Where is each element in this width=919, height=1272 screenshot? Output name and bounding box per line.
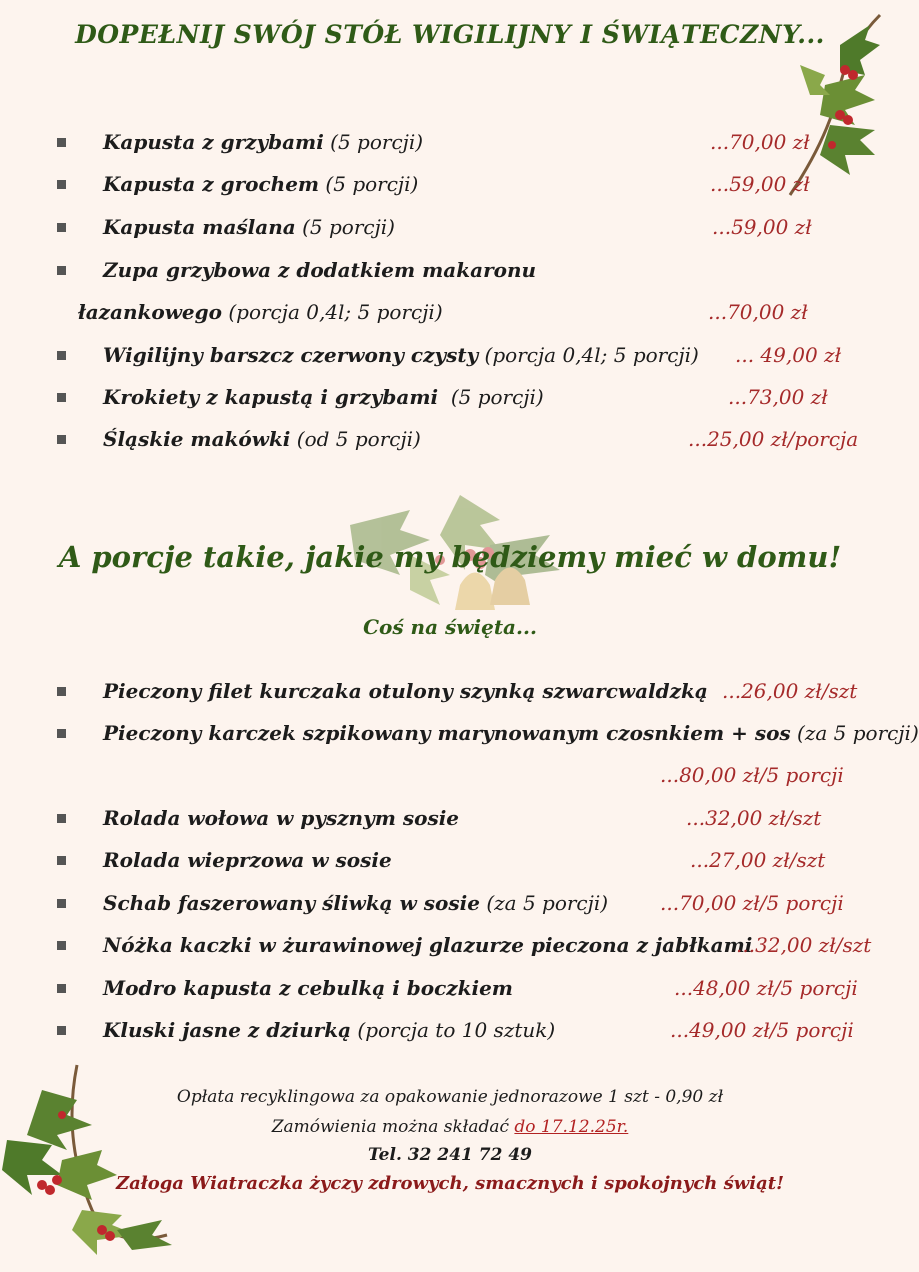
item-note: (porcja 0,4l; 5 porcji) (221, 300, 443, 324)
item-price: ...26,00 zł/szt (722, 679, 858, 703)
item-name: Kapusta z grzybami (103, 130, 324, 154)
item-price: ...32,00 zł/szt (736, 933, 872, 957)
menu-item (0, 340, 900, 370)
bullet-icon (57, 435, 66, 444)
bullet-icon (57, 729, 66, 738)
item-name: Modro kapusta z cebulką i boczkiem (103, 976, 513, 1000)
menu-item (0, 973, 900, 1003)
item-name: Śląskie makówki (103, 427, 291, 451)
item-name: Kapusta maślana (103, 215, 296, 239)
bullet-icon (57, 266, 66, 275)
item-note: (5 porcji) (295, 215, 395, 239)
bullet-icon (57, 899, 66, 908)
orders-deadline-date: do 17.12.25r. (514, 1117, 629, 1137)
item-note: (5 porcji) (319, 172, 419, 196)
item-price: ...49,00 zł/5 porcji (670, 1018, 854, 1042)
item-price: ...59,00 zł (710, 172, 810, 196)
bullet-icon (57, 814, 66, 823)
bullet-icon (57, 223, 66, 232)
menu-item-continuation (0, 297, 900, 327)
phone-number: Tel. 32 241 72 49 (367, 1145, 533, 1165)
orders-deadline-note (0, 1117, 900, 1137)
item-price: ... 49,00 zł (735, 343, 842, 367)
menu-item (0, 718, 919, 748)
bullet-icon (57, 856, 66, 865)
item-name: Kapusta z grochem (103, 172, 320, 196)
menu-item (0, 803, 900, 833)
item-name: Schab faszerowany śliwką w sosie (103, 891, 480, 915)
item-price: ...27,00 zł/szt (690, 848, 826, 872)
menu-item (0, 212, 900, 242)
item-note: (5 porcji) (323, 130, 424, 154)
section-subheading: Coś na święta... (363, 615, 537, 639)
item-note: (za 5 porcji) (479, 891, 609, 915)
bullet-icon (57, 1026, 66, 1035)
holiday-wishes: Załoga Wiatraczka życzy zdrowych, smacznych i spokojnych świąt! (115, 1173, 785, 1194)
menu-item (0, 888, 900, 918)
menu-item-continuation (0, 760, 900, 790)
item-price: ...70,00 zł/5 porcji (660, 891, 844, 915)
item-name: łazankowego (78, 300, 222, 324)
menu-item (0, 382, 900, 412)
item-note: (porcja to 10 sztuk) (351, 1018, 556, 1042)
bullet-icon (57, 180, 66, 189)
bullet-icon (57, 351, 66, 360)
item-price: ...70,00 zł (710, 130, 810, 154)
item-price: ...73,00 zł (728, 385, 828, 409)
orders-text: Zamówienia można składać (271, 1117, 515, 1137)
menu-item (0, 845, 900, 875)
item-note: (5 porcji) (438, 385, 544, 409)
item-price: ...32,00 zł/szt (686, 806, 822, 830)
item-name: Zupa grzybowa z dodatkiem makaronu (103, 258, 537, 282)
item-price: ...25,00 zł/porcja (688, 427, 859, 451)
bullet-icon (57, 138, 66, 147)
item-name: Pieczony filet kurczaka otulony szynką szwarcwaldzką (103, 679, 708, 703)
item-name: Krokiety z kapustą i grzybami (103, 385, 439, 409)
item-name: Rolada wołowa w pysznym sosie (103, 806, 460, 830)
item-name: Rolada wieprzowa w sosie (103, 848, 392, 872)
menu-item (0, 169, 900, 199)
item-name: Kluski jasne z dziurką (103, 1018, 352, 1042)
item-name: Wigilijny barszcz czerwony czysty (103, 343, 479, 367)
recycling-fee-note: Opłata recyklingowa za opakowanie jednorazowe 1 szt - 0,90 zł (176, 1087, 724, 1107)
item-price: ...48,00 zł/5 porcji (674, 976, 858, 1000)
menu-item (0, 930, 900, 960)
item-price: ...80,00 zł/5 porcji (660, 763, 844, 787)
bullet-icon (57, 941, 66, 950)
menu-item (0, 1015, 900, 1045)
menu-item (0, 127, 900, 157)
bullet-icon (57, 687, 66, 696)
bullet-icon (57, 393, 66, 402)
menu-item (0, 676, 900, 706)
item-name: Pieczony karczek szpikowany marynowanym czosnkiem + sos (103, 721, 791, 745)
menu-item (0, 255, 900, 285)
item-note: (za 5 porcji) (790, 721, 919, 745)
item-note: (od 5 porcji) (290, 427, 421, 451)
item-price: ...59,00 zł (712, 215, 812, 239)
section-heading: A porcje takie, jakie my będziemy mieć w domu! (58, 540, 842, 574)
item-note: (porcja 0,4l; 5 porcji) (478, 343, 699, 367)
bullet-icon (57, 984, 66, 993)
item-name: Nóżka kaczki w żurawinowej glazurze pieczona z jabłkami (103, 933, 753, 957)
item-price: ...70,00 zł (708, 300, 808, 324)
page-title: DOPEŁNIJ SWÓJ STÓŁ WIGILIJNY I ŚWIĄTECZNY... (75, 20, 825, 49)
menu-item (0, 424, 900, 454)
